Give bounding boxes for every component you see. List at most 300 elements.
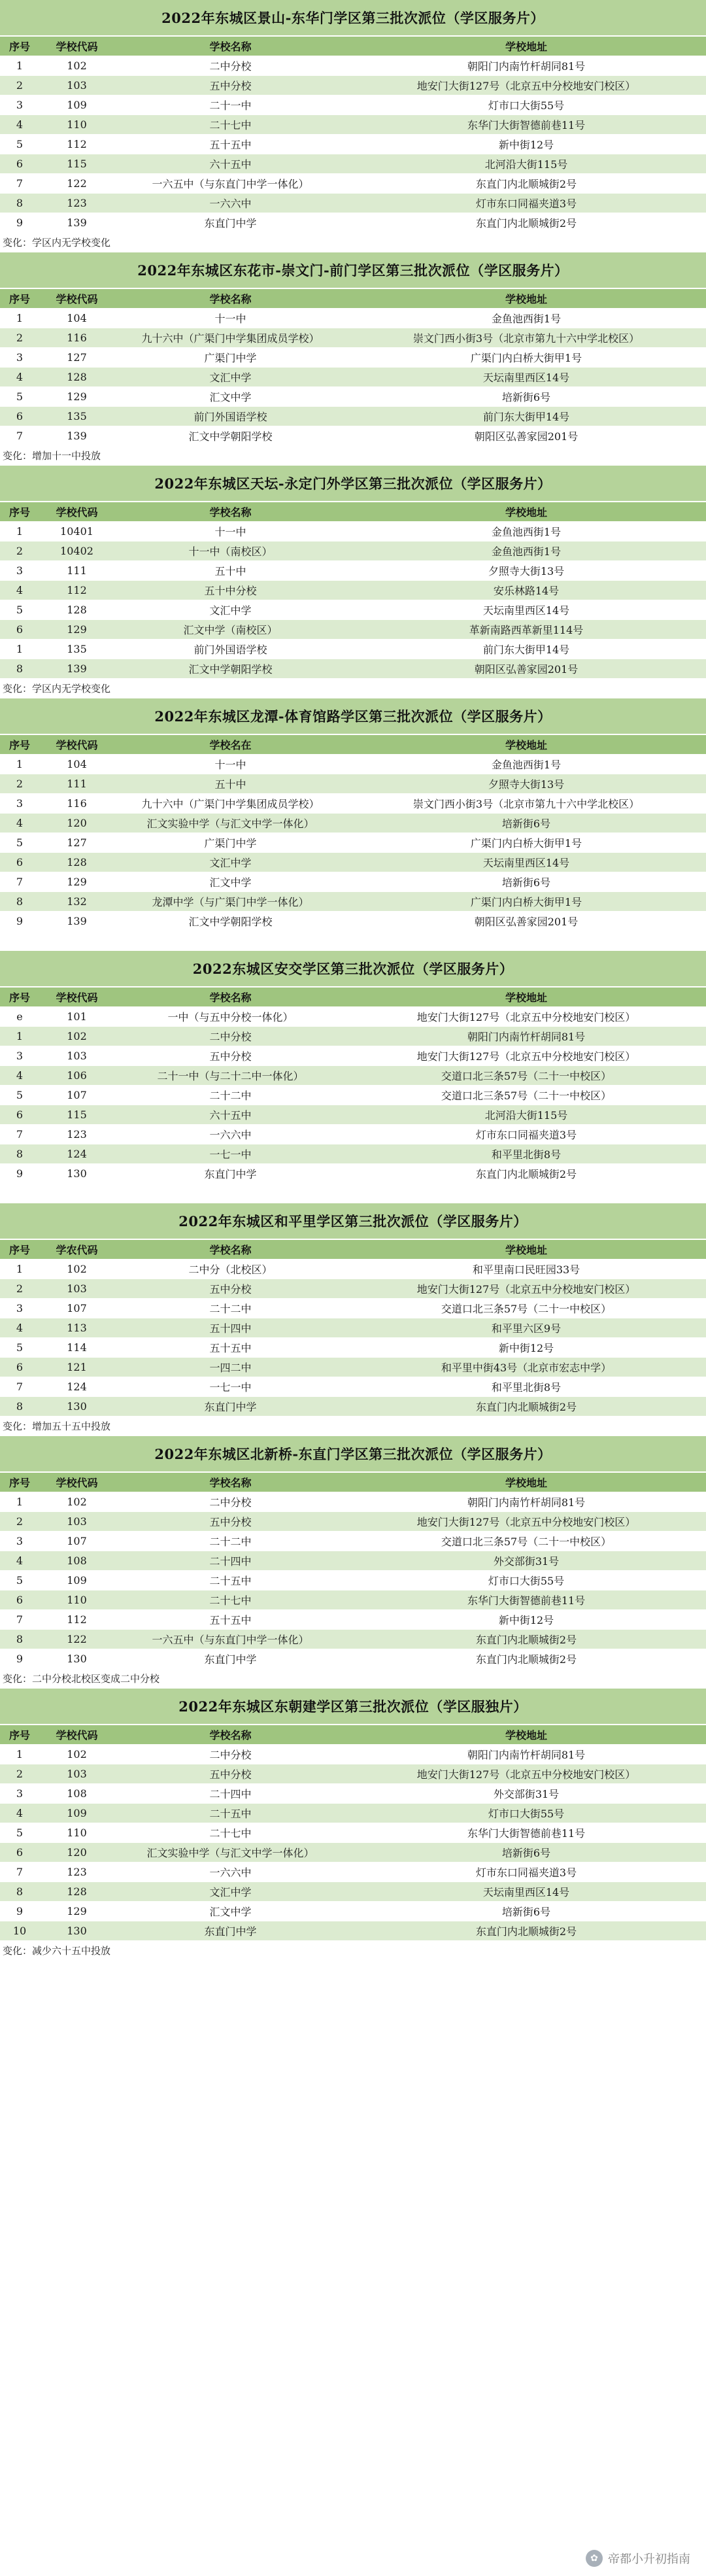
table-header-row: [0, 1725, 706, 1745]
row-addr: 北河沿大街115号: [346, 1105, 706, 1125]
table-row: [0, 1299, 706, 1318]
row-seq: 4: [0, 1551, 39, 1571]
row-addr: 地安门大街127号（北京五中分校地安门校区）: [346, 1512, 706, 1532]
header-seq: 序号: [0, 1473, 39, 1492]
row-code: 110: [39, 1823, 114, 1843]
header-code: 学农代码: [39, 1240, 114, 1260]
section-title: 2022年东城区和平里学区第三批次派位（学区服务片）: [0, 1203, 706, 1240]
row-seq: 6: [0, 853, 39, 872]
table-header-row: [0, 502, 706, 522]
row-code: 109: [39, 1571, 114, 1590]
row-seq: 8: [0, 1882, 39, 1902]
row-seq: 4: [0, 368, 39, 387]
row-addr: 培新街6号: [346, 814, 706, 833]
row-name: 五中分校: [114, 1512, 346, 1532]
table-row: [0, 561, 706, 581]
row-seq: 3: [0, 561, 39, 581]
table-row: [0, 853, 706, 872]
school-table: [0, 1725, 706, 1941]
table-row: [0, 1066, 706, 1086]
row-code: 127: [39, 348, 114, 368]
district-section: [0, 1689, 706, 1961]
row-seq: 5: [0, 1571, 39, 1590]
row-seq: 3: [0, 1532, 39, 1551]
row-addr: 朝阳区弘善家园201号: [346, 426, 706, 446]
row-addr: 灯市东口同福夹道3号: [346, 194, 706, 213]
table-row: [0, 1318, 706, 1338]
table-row: [0, 1902, 706, 1921]
row-addr: 新中街12号: [346, 135, 706, 154]
row-seq: 4: [0, 115, 39, 135]
row-addr: 崇文门西小街3号（北京市第九十六中学北校区）: [346, 794, 706, 814]
row-code: 112: [39, 135, 114, 154]
table-row: [0, 1492, 706, 1512]
row-code: 115: [39, 154, 114, 174]
row-code: 10401: [39, 522, 114, 541]
header-code: 学校代码: [39, 1473, 114, 1492]
row-addr: 朝阳区弘善家园201号: [346, 659, 706, 679]
row-seq: 2: [0, 541, 39, 561]
header-code: 学校代码: [39, 987, 114, 1007]
row-addr: 朝阳区弘善家园201号: [346, 912, 706, 931]
row-name: 文汇中学: [114, 368, 346, 387]
row-addr: 地安门大街127号（北京五中分校地安门校区）: [346, 1007, 706, 1027]
row-seq: 5: [0, 1823, 39, 1843]
row-addr: 交道口北三条57号（二十一中校区）: [346, 1299, 706, 1318]
row-addr: 东华门大街智德前巷11号: [346, 1590, 706, 1610]
section-note: [0, 931, 706, 951]
row-seq: 6: [0, 407, 39, 426]
section-title: 2022年东城区北新桥-东直门学区第三批次派位（学区服务片）: [0, 1436, 706, 1473]
row-name: 东直门中学: [114, 1649, 346, 1669]
row-seq: 1: [0, 56, 39, 76]
row-seq: 3: [0, 348, 39, 368]
header-name: 学校名称: [114, 1725, 346, 1745]
row-addr: 东直门内北顺城街2号: [346, 213, 706, 233]
header-addr: 学校地址: [346, 1240, 706, 1260]
row-code: 101: [39, 1007, 114, 1027]
table-row: [0, 1260, 706, 1279]
row-seq: 4: [0, 1066, 39, 1086]
district-section: [0, 1436, 706, 1689]
header-addr: 学校地址: [346, 735, 706, 755]
header-addr: 学校地址: [346, 987, 706, 1007]
table-row: [0, 1863, 706, 1882]
row-name: 二十二中: [114, 1532, 346, 1551]
section-title: 2022东城区安交学区第三批次派位（学区服务片）: [0, 951, 706, 987]
row-seq: 4: [0, 814, 39, 833]
row-seq: 2: [0, 76, 39, 95]
row-seq: 4: [0, 1804, 39, 1823]
row-seq: 1: [0, 640, 39, 659]
row-name: 五中分校: [114, 1279, 346, 1299]
row-seq: 2: [0, 328, 39, 348]
row-code: 109: [39, 95, 114, 115]
row-code: 112: [39, 581, 114, 600]
row-seq: 6: [0, 1105, 39, 1125]
row-seq: 5: [0, 1338, 39, 1358]
row-code: 107: [39, 1532, 114, 1551]
row-name: 一四二中: [114, 1358, 346, 1377]
header-addr: 学校地址: [346, 1473, 706, 1492]
row-seq: 5: [0, 600, 39, 620]
district-section: [0, 951, 706, 1203]
row-code: 120: [39, 1843, 114, 1863]
row-seq: 7: [0, 1610, 39, 1630]
row-code: 139: [39, 213, 114, 233]
table-row: [0, 1338, 706, 1358]
table-row: [0, 522, 706, 541]
row-name: 十一中（南校区）: [114, 541, 346, 561]
table-row: [0, 1512, 706, 1532]
header-addr: 学校地址: [346, 1725, 706, 1745]
table-header-row: [0, 1473, 706, 1492]
row-addr: 东直门内北顺城街2号: [346, 1921, 706, 1941]
table-header-row: [0, 289, 706, 309]
table-row: [0, 814, 706, 833]
header-name: 学校名称: [114, 289, 346, 309]
row-name: 一七一中: [114, 1144, 346, 1164]
header-seq: 序号: [0, 1725, 39, 1745]
row-addr: 东直门内北顺城街2号: [346, 1630, 706, 1649]
table-row: [0, 1027, 706, 1046]
row-name: 九十六中（广渠门中学集团成员学校）: [114, 328, 346, 348]
table-row: [0, 328, 706, 348]
row-addr: 天坛南里西区14号: [346, 368, 706, 387]
row-code: 127: [39, 833, 114, 853]
row-name: 二十二中: [114, 1086, 346, 1105]
table-row: [0, 1745, 706, 1764]
row-name: 十一中: [114, 522, 346, 541]
row-code: 129: [39, 1902, 114, 1921]
row-seq: 9: [0, 912, 39, 931]
row-seq: 8: [0, 194, 39, 213]
row-addr: 前门东大街甲14号: [346, 407, 706, 426]
row-name: 一六五中（与东直门中学一体化）: [114, 174, 346, 194]
row-seq: 5: [0, 387, 39, 407]
row-code: 113: [39, 1318, 114, 1338]
table-header-row: [0, 987, 706, 1007]
row-addr: 朝阳门内南竹杆胡同81号: [346, 1492, 706, 1512]
row-seq: 9: [0, 213, 39, 233]
row-name: 二十四中: [114, 1784, 346, 1804]
school-table: [0, 37, 706, 233]
row-addr: 地安门大街127号（北京五中分校地安门校区）: [346, 1764, 706, 1784]
table-row: [0, 1397, 706, 1417]
row-code: 128: [39, 600, 114, 620]
section-title: 2022年东城区龙潭-体育馆路学区第三批次派位（学区服务片）: [0, 698, 706, 735]
table-row: [0, 1804, 706, 1823]
row-addr: 地安门大街127号（北京五中分校地安门校区）: [346, 1279, 706, 1299]
district-section: [0, 466, 706, 698]
row-addr: 朝阳门内南竹杆胡同81号: [346, 56, 706, 76]
watermark: [586, 2550, 690, 2567]
row-code: 116: [39, 328, 114, 348]
table-row: [0, 1590, 706, 1610]
header-seq: 序号: [0, 1240, 39, 1260]
row-code: 10402: [39, 541, 114, 561]
section-note: 变化：增加五十五中投放: [0, 1417, 706, 1436]
row-name: 前门外国语学校: [114, 407, 346, 426]
row-seq: e: [0, 1007, 39, 1027]
row-name: 东直门中学: [114, 1164, 346, 1184]
table-row: [0, 1784, 706, 1804]
row-name: 二十二中: [114, 1299, 346, 1318]
section-note: 变化：减少六十五中投放: [0, 1941, 706, 1961]
row-name: 五中分校: [114, 76, 346, 95]
table-row: [0, 407, 706, 426]
row-seq: 7: [0, 1863, 39, 1882]
section-title: 2022年东城区东花市-崇文门-前门学区第三批次派位（学区服务片）: [0, 252, 706, 289]
table-row: [0, 1649, 706, 1669]
row-seq: 1: [0, 1492, 39, 1512]
row-name: 汇文中学: [114, 387, 346, 407]
row-name: 文汇中学: [114, 853, 346, 872]
row-addr: 地安门大街127号（北京五中分校地安门校区）: [346, 1046, 706, 1066]
table-row: [0, 368, 706, 387]
section-note: 变化：学区内无学校变化: [0, 679, 706, 698]
row-name: 二中分校: [114, 1492, 346, 1512]
header-name: 学校名称: [114, 1473, 346, 1492]
table-row: [0, 95, 706, 115]
table-row: [0, 1086, 706, 1105]
row-name: 二十一中（与二十二中一体化）: [114, 1066, 346, 1086]
row-code: 109: [39, 1804, 114, 1823]
row-code: 129: [39, 620, 114, 640]
header-seq: 序号: [0, 987, 39, 1007]
row-code: 132: [39, 892, 114, 912]
district-section: [0, 0, 706, 252]
table-row: [0, 1046, 706, 1066]
header-seq: 序号: [0, 289, 39, 309]
row-name: 二十七中: [114, 1823, 346, 1843]
wechat-icon: ✿: [586, 2550, 603, 2567]
row-addr: 培新街6号: [346, 872, 706, 892]
row-seq: 6: [0, 154, 39, 174]
row-name: 汇文中学: [114, 1902, 346, 1921]
header-code: 学校代码: [39, 289, 114, 309]
row-name: 二十四中: [114, 1551, 346, 1571]
row-name: 五十中: [114, 774, 346, 794]
row-seq: 4: [0, 581, 39, 600]
row-code: 130: [39, 1921, 114, 1941]
row-name: 前门外国语学校: [114, 640, 346, 659]
row-code: 139: [39, 912, 114, 931]
row-name: 二中分（北校区）: [114, 1260, 346, 1279]
row-seq: 5: [0, 135, 39, 154]
row-code: 129: [39, 872, 114, 892]
row-code: 103: [39, 1046, 114, 1066]
row-code: 112: [39, 1610, 114, 1630]
table-row: [0, 581, 706, 600]
row-name: 九十六中（广渠门中学集团成员学校）: [114, 794, 346, 814]
row-addr: 天坛南里西区14号: [346, 853, 706, 872]
row-code: 110: [39, 115, 114, 135]
district-section: [0, 698, 706, 951]
row-name: 二十七中: [114, 1590, 346, 1610]
row-code: 102: [39, 56, 114, 76]
row-seq: 3: [0, 1046, 39, 1066]
row-addr: 东直门内北顺城街2号: [346, 174, 706, 194]
table-row: [0, 387, 706, 407]
header-seq: 序号: [0, 502, 39, 522]
row-name: 五十中: [114, 561, 346, 581]
row-seq: 4: [0, 1318, 39, 1338]
row-addr: 金鱼池西街1号: [346, 522, 706, 541]
row-name: 二中分校: [114, 1745, 346, 1764]
section-note: 变化：二中分校北校区变成二中分校: [0, 1669, 706, 1689]
table-row: [0, 309, 706, 328]
row-addr: 夕照寺大街13号: [346, 561, 706, 581]
row-name: 六十五中: [114, 154, 346, 174]
row-addr: 朝阳门内南竹杆胡同81号: [346, 1027, 706, 1046]
row-seq: 2: [0, 1512, 39, 1532]
row-seq: 6: [0, 620, 39, 640]
table-row: [0, 892, 706, 912]
row-name: 二十一中: [114, 95, 346, 115]
row-code: 139: [39, 659, 114, 679]
row-name: 龙潭中学（与广渠门中学一体化）: [114, 892, 346, 912]
row-name: 汇文实验中学（与汇文中学一体化）: [114, 1843, 346, 1863]
school-table: [0, 735, 706, 931]
row-code: 107: [39, 1086, 114, 1105]
row-code: 122: [39, 1630, 114, 1649]
row-code: 108: [39, 1784, 114, 1804]
header-addr: 学校地址: [346, 289, 706, 309]
row-name: 东直门中学: [114, 1397, 346, 1417]
row-code: 104: [39, 755, 114, 774]
row-addr: 灯市东口同福夹道3号: [346, 1863, 706, 1882]
table-row: [0, 1358, 706, 1377]
table-row: [0, 154, 706, 174]
row-code: 107: [39, 1299, 114, 1318]
row-addr: 外交部街31号: [346, 1784, 706, 1804]
row-code: 103: [39, 1764, 114, 1784]
row-addr: 东华门大街智德前巷11号: [346, 1823, 706, 1843]
row-code: 102: [39, 1745, 114, 1764]
row-seq: 3: [0, 1784, 39, 1804]
row-seq: 5: [0, 1086, 39, 1105]
table-row: [0, 600, 706, 620]
row-addr: 地安门大街127号（北京五中分校地安门校区）: [346, 76, 706, 95]
school-table: [0, 1240, 706, 1417]
row-addr: 北河沿大街115号: [346, 154, 706, 174]
table-row: [0, 1105, 706, 1125]
row-code: 110: [39, 1590, 114, 1610]
table-row: [0, 1007, 706, 1027]
row-code: 128: [39, 368, 114, 387]
row-name: 十一中: [114, 755, 346, 774]
row-seq: 3: [0, 1299, 39, 1318]
row-name: 汇文实验中学（与汇文中学一体化）: [114, 814, 346, 833]
row-seq: 10: [0, 1921, 39, 1941]
row-name: 二中分校: [114, 56, 346, 76]
table-row: [0, 1823, 706, 1843]
row-seq: 1: [0, 522, 39, 541]
row-name: 汇文中学（南校区）: [114, 620, 346, 640]
row-code: 123: [39, 194, 114, 213]
row-addr: 东直门内北顺城街2号: [346, 1397, 706, 1417]
row-code: 103: [39, 1279, 114, 1299]
row-seq: 2: [0, 1764, 39, 1784]
table-row: [0, 135, 706, 154]
table-row: [0, 1551, 706, 1571]
row-name: 一六六中: [114, 1125, 346, 1144]
row-name: 一六六中: [114, 1863, 346, 1882]
row-name: 汇文中学: [114, 872, 346, 892]
row-addr: 外交部街31号: [346, 1551, 706, 1571]
row-addr: 前门东大街甲14号: [346, 640, 706, 659]
row-code: 130: [39, 1164, 114, 1184]
row-code: 111: [39, 561, 114, 581]
row-code: 122: [39, 174, 114, 194]
header-code: 学校代码: [39, 37, 114, 56]
row-addr: 交道口北三条57号（二十一中校区）: [346, 1532, 706, 1551]
row-code: 108: [39, 1551, 114, 1571]
row-addr: 培新街6号: [346, 1902, 706, 1921]
row-name: 五十五中: [114, 135, 346, 154]
row-addr: 东直门内北顺城街2号: [346, 1649, 706, 1669]
district-section: [0, 252, 706, 466]
row-addr: 交道口北三条57号（二十一中校区）: [346, 1066, 706, 1086]
table-header-row: [0, 1240, 706, 1260]
header-code: 学校代码: [39, 1725, 114, 1745]
table-row: [0, 912, 706, 931]
table-row: [0, 1630, 706, 1649]
row-code: 121: [39, 1358, 114, 1377]
row-addr: 培新街6号: [346, 387, 706, 407]
row-seq: 7: [0, 1377, 39, 1397]
row-code: 124: [39, 1144, 114, 1164]
header-name: 学校名在: [114, 735, 346, 755]
row-seq: 1: [0, 1260, 39, 1279]
table-row: [0, 1764, 706, 1784]
row-addr: 和平里南口民旺园33号: [346, 1260, 706, 1279]
row-seq: 9: [0, 1164, 39, 1184]
table-row: [0, 76, 706, 95]
table-row: [0, 794, 706, 814]
row-name: 二中分校: [114, 1027, 346, 1046]
row-seq: 2: [0, 774, 39, 794]
row-code: 102: [39, 1492, 114, 1512]
table-row: [0, 426, 706, 446]
row-name: 五十五中: [114, 1610, 346, 1630]
row-addr: 崇文门西小街3号（北京市第九十六中学北校区）: [346, 328, 706, 348]
row-code: 111: [39, 774, 114, 794]
row-code: 135: [39, 640, 114, 659]
section-note: 变化：增加十一中投放: [0, 446, 706, 466]
header-seq: 序号: [0, 735, 39, 755]
row-addr: 交道口北三条57号（二十一中校区）: [346, 1086, 706, 1105]
row-name: 十一中: [114, 309, 346, 328]
table-row: [0, 1921, 706, 1941]
row-seq: 9: [0, 1649, 39, 1669]
header-code: 学校代码: [39, 502, 114, 522]
row-addr: 灯市东口同福夹道3号: [346, 1125, 706, 1144]
row-name: 汇文中学朝阳学校: [114, 426, 346, 446]
school-table: [0, 289, 706, 446]
row-addr: 天坛南里西区14号: [346, 600, 706, 620]
row-name: 广渠门中学: [114, 348, 346, 368]
row-addr: 和平里北街8号: [346, 1144, 706, 1164]
row-name: 二十五中: [114, 1571, 346, 1590]
header-addr: 学校地址: [346, 37, 706, 56]
row-code: 128: [39, 1882, 114, 1902]
row-seq: 8: [0, 1144, 39, 1164]
row-seq: 1: [0, 1745, 39, 1764]
table-row: [0, 640, 706, 659]
table-header-row: [0, 37, 706, 56]
